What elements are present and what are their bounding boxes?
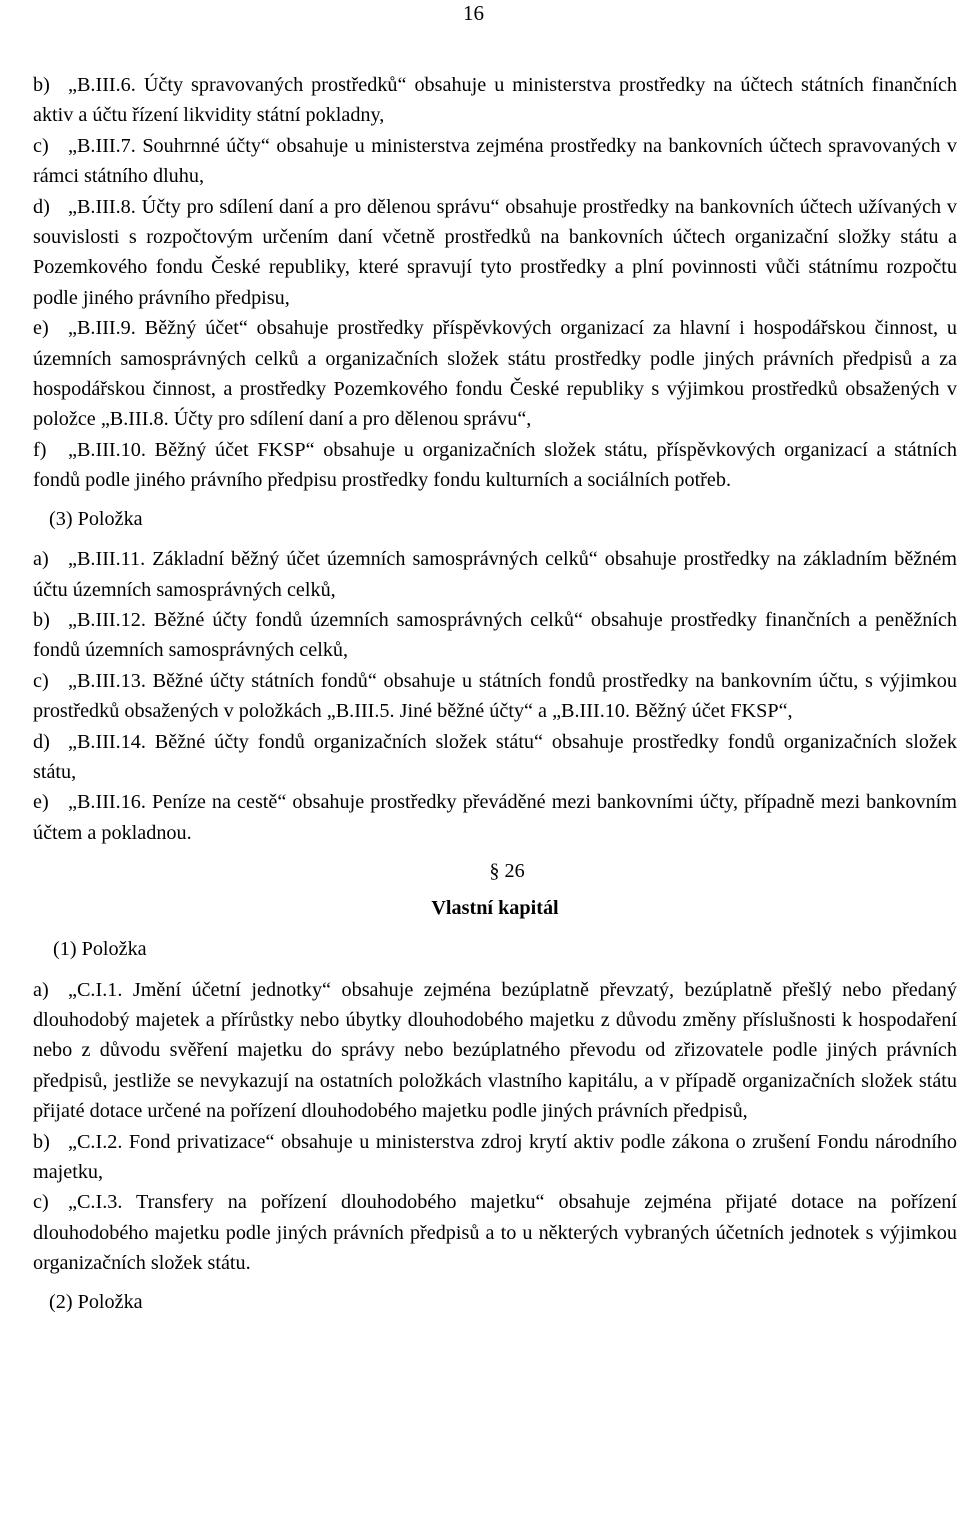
- list-item: [33, 666, 957, 727]
- list-item: [33, 727, 957, 788]
- item-label: f): [33, 438, 47, 461]
- item-label: d): [33, 730, 50, 753]
- section-number: § 26: [489, 860, 525, 883]
- item-label: e): [33, 791, 49, 814]
- list-item: [33, 975, 957, 1127]
- item-text: „B.III.12. Běžné účty fondů územních samosprávných celků“ obsahuje prostředky finančních a peněžních fondů územních samosprávných celků,: [33, 608, 957, 662]
- section-heading: [33, 854, 957, 928]
- item-text: „B.III.13. Běžné účty státních fondů“ obsahuje u státních fondů prostředky na bankovním účtu, s výjimkou prostředků obsažených v položkách „B.III.5. Jiné běžné účty“ a „B.III.10. Běžný účet FKSP“,: [33, 669, 957, 723]
- item-text: „B.III.9. Běžný účet“ obsahuje prostředky příspěvkových organizací za hlavní i hospodářskou činnost, u územních samosprávných celků a organizačních složek státu prostředky podle jiných právních předpisů a za hospodářskou činnost, a prostředky Pozemkového fondu České republiky s výjimkou prostředků obsažených v položce „B.III.8. Účty pro sdílení daní a pro dělenou správu“,: [33, 317, 957, 431]
- item-label: d): [33, 195, 50, 218]
- list-item: [33, 605, 957, 666]
- list-item: [33, 313, 957, 435]
- item-text: „B.III.6. Účty spravovaných prostředků“ obsahuje u ministerstva prostředky na účtech státních finančních aktiv a účtu řízení likvidity státní pokladny,: [33, 74, 957, 127]
- item-text: „B.III.7. Souhrnné účty“ obsahuje u ministerstva zejména prostředky na bankovních účtech spravovaných v rámci státního dluhu,: [33, 134, 957, 188]
- list-item: [33, 1187, 957, 1278]
- item-label: c): [33, 669, 49, 692]
- subheading-item-3: (3) Položka: [49, 507, 143, 530]
- item-text: „B.III.14. Běžné účty fondů organizačních složek státu“ obsahuje prostředky fondů organizačních složek státu,: [33, 730, 957, 783]
- list-item: [33, 544, 957, 605]
- list-item: [33, 192, 957, 314]
- item-text: „C.I.1. Jmění účetní jednotky“ obsahuje zejména bezúplatně převzatý, bezúplatně přešlý nebo předaný dlouhodobý majetek a přírůstky nebo úbytky dlouhodobého majetku z důvodu změny příslušnosti k hospodaření nebo z důvodu svěření majetku do správy nebo bezúplatného převodu od zřizovatele podle jiných právních předpisů, jestliže se nevykazují na ostatních položkách vlastního kapitálu, a v případě organizačních složek státu přijaté dotace určené na pořízení dlouhodobého majetku podle jiných právních předpisů,: [33, 978, 957, 1123]
- list-item: [33, 1127, 957, 1188]
- item-label: c): [33, 1191, 49, 1214]
- item-label: b): [33, 608, 50, 631]
- subheading-item-1: (1) Položka: [53, 938, 147, 961]
- list-item: [33, 70, 957, 131]
- item-label: c): [33, 134, 49, 157]
- item-label: e): [33, 317, 49, 340]
- item-text: „B.III.10. Běžný účet FKSP“ obsahuje u organizačních složek státu, příspěvkových organizací a státních fondů podle jiného právního předpisu prostředky fondu kulturních a sociálních potřeb.: [33, 438, 957, 492]
- section-title: Vlastní kapitál: [431, 897, 559, 920]
- item-label: b): [33, 1130, 50, 1153]
- item-label: a): [33, 548, 49, 571]
- list-item: [33, 787, 957, 848]
- item-text: „B.III.11. Základní běžný účet územních samosprávných celků“ obsahuje prostředky na základním běžném účtu územních samosprávných celků,: [33, 548, 957, 601]
- subheading-item-2: (2) Položka: [49, 1290, 143, 1313]
- list-item: [33, 435, 957, 496]
- item-text: „B.III.16. Peníze na cestě“ obsahuje prostředky převáděné mezi bankovními účty, případně mezi bankovním účtem a pokladnou.: [33, 791, 957, 844]
- item-label: a): [33, 978, 49, 1001]
- item-text: „C.I.2. Fond privatizace“ obsahuje u ministerstva zdroj krytí aktiv podle zákona o zrušení Fondu národního majetku,: [33, 1130, 957, 1183]
- item-text: „C.I.3. Transfery na pořízení dlouhodobého majetku“ obsahuje zejména přijaté dotace na pořízení dlouhodobého majetku podle jiných právních předpisů a to u některých vybraných účetních jednotek s výjimkou organizačních složek státu.: [33, 1191, 957, 1275]
- page-number: 16: [463, 1, 484, 25]
- list-item: [33, 131, 957, 192]
- item-label: b): [33, 74, 50, 96]
- document-body: [33, 70, 957, 1327]
- item-text: „B.III.8. Účty pro sdílení daní a pro dělenou správu“ obsahuje prostředky na bankovních účtech užívaných v souvislosti s rozpočtovým určením daní včetně prostředků na bankovních účtech organizační složky státu a Pozemkového fondu České republiky, které spravují tyto prostředky a plní povinnosti vůči státnímu rozpočtu podle jiného právního předpisu,: [33, 195, 957, 309]
